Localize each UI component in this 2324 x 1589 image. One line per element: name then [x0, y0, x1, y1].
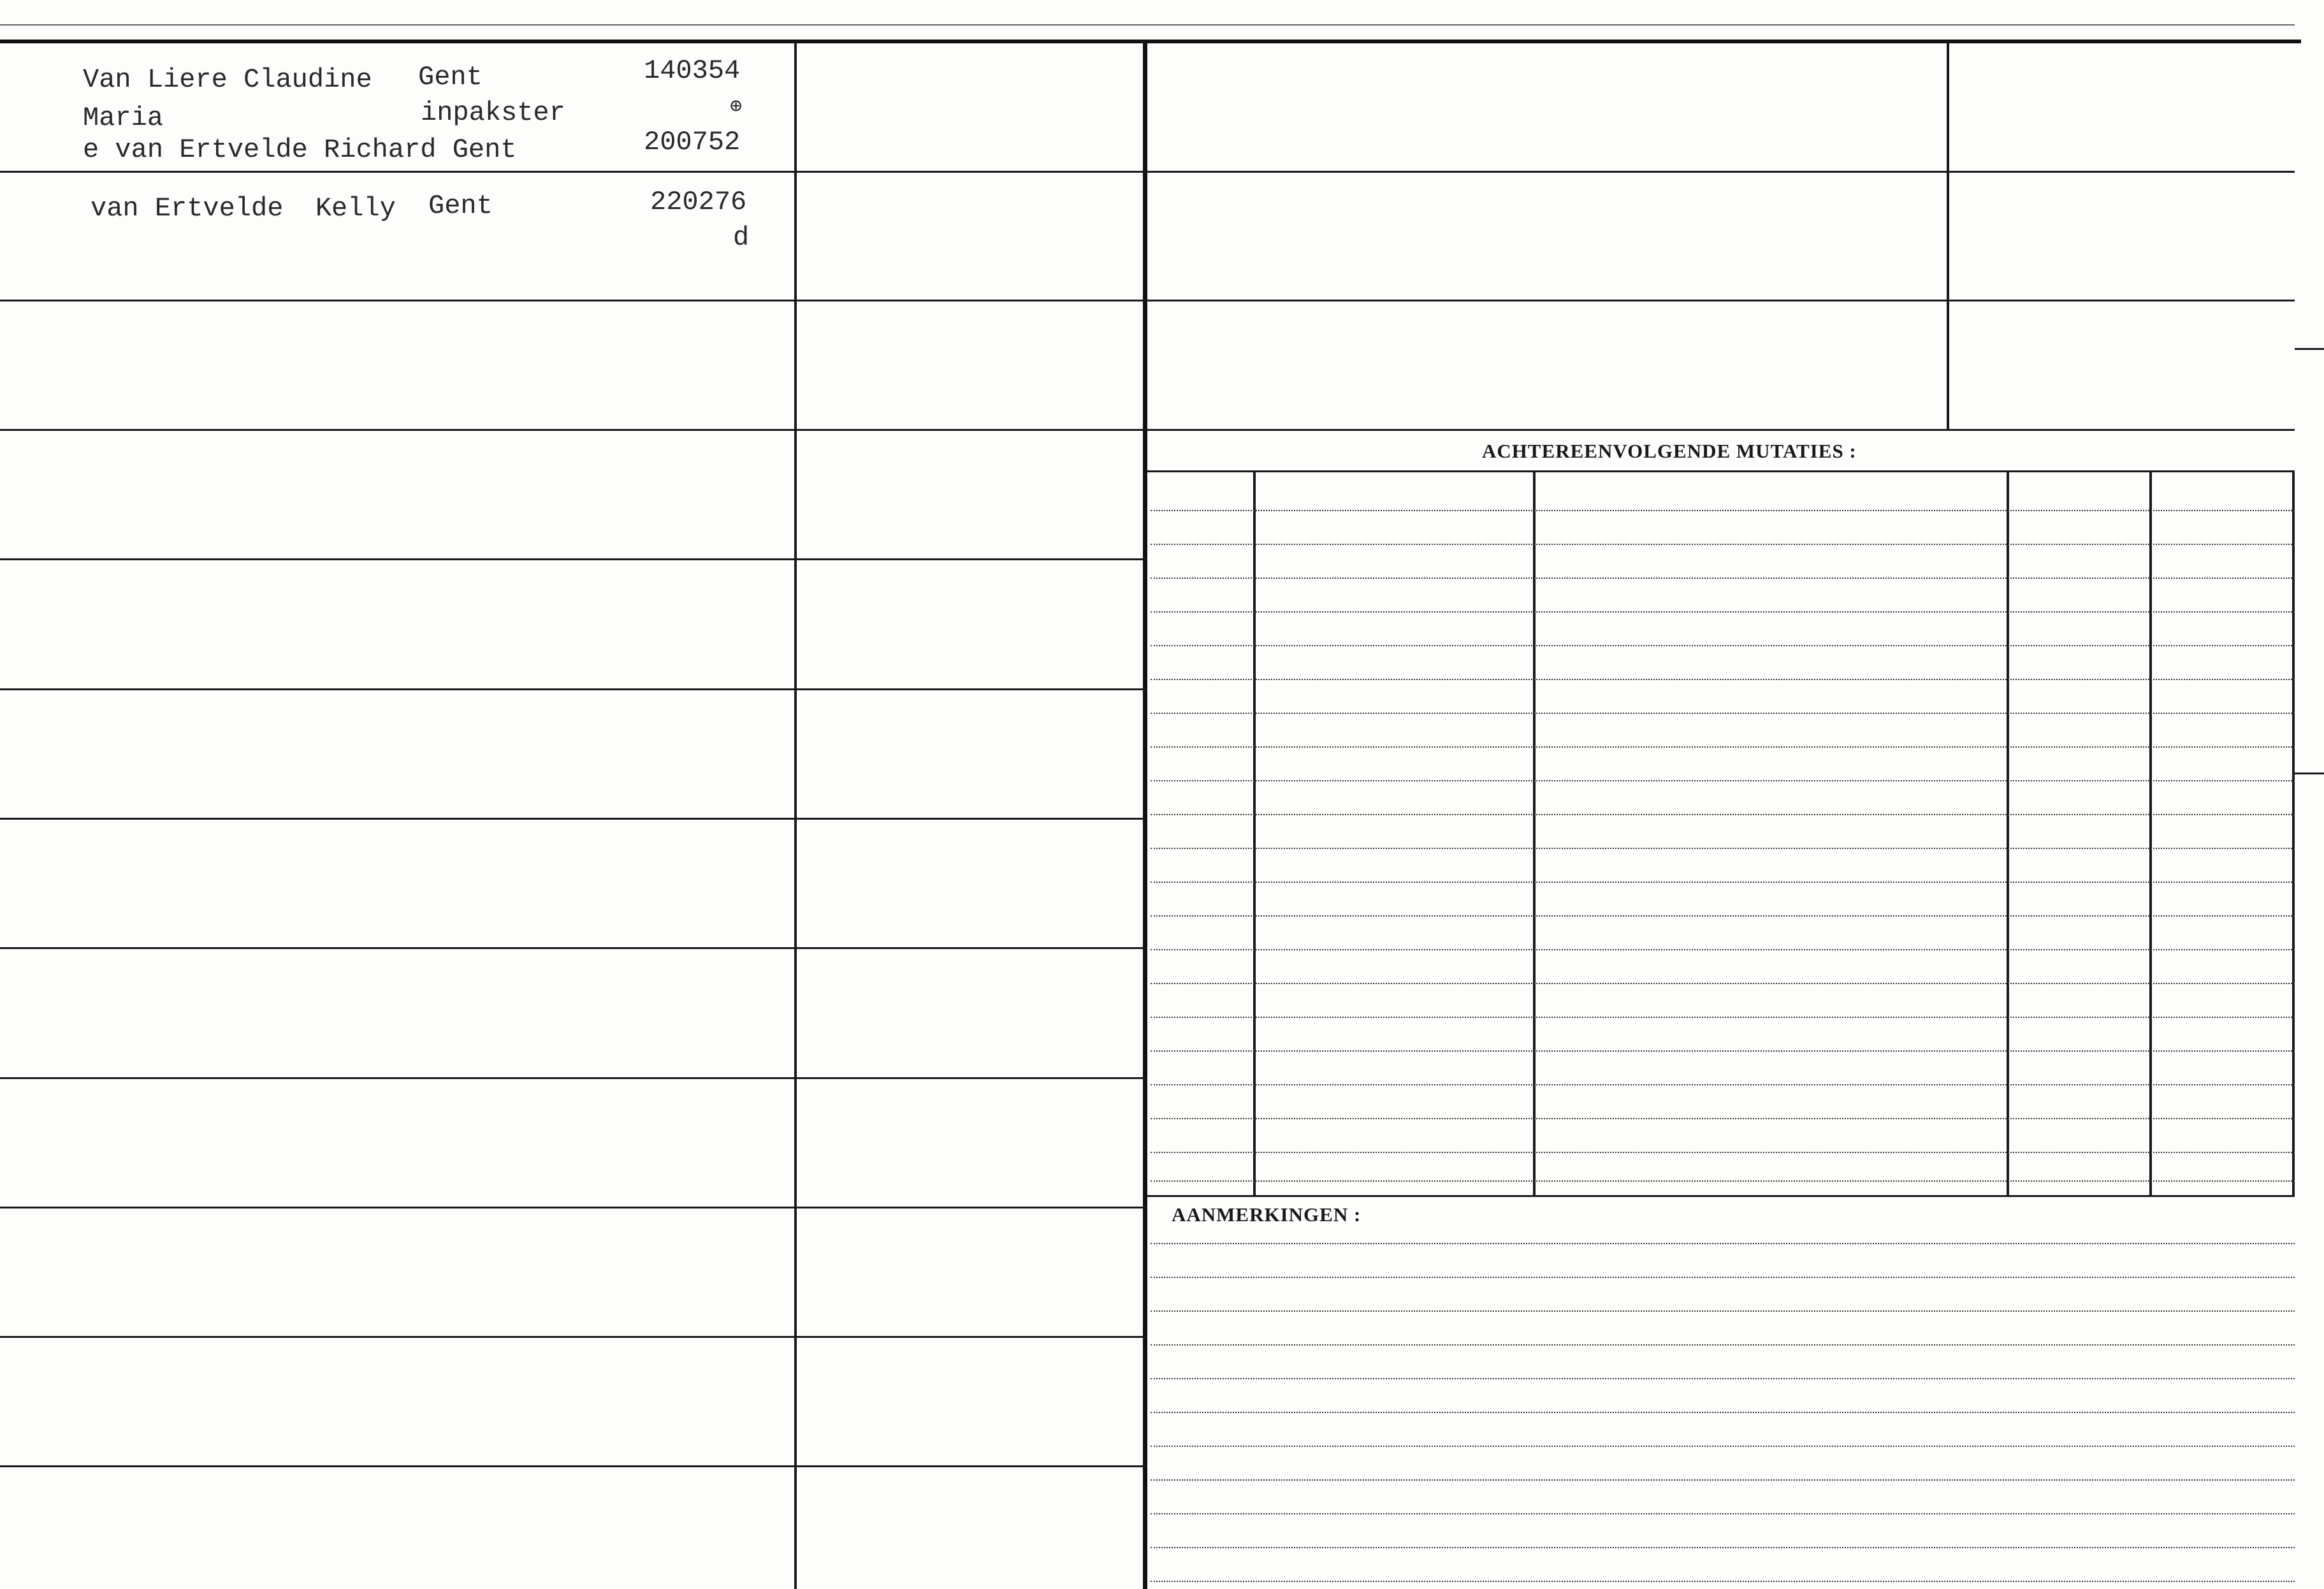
- mutation-column-line: [1533, 472, 1536, 1196]
- row-line: [0, 688, 1147, 690]
- mutation-column-line: [1253, 472, 1256, 1196]
- mutation-ruling: [1151, 645, 2295, 646]
- mutation-column-line: [2007, 472, 2009, 1196]
- mutation-ruling: [1151, 983, 2295, 984]
- remarks-ruling: [1151, 1412, 2295, 1413]
- mutation-ruling: [1151, 1050, 2295, 1052]
- entry2-place: Gent: [428, 191, 493, 221]
- mutation-ruling: [1151, 1180, 2295, 1182]
- margin-tick: [2295, 348, 2324, 350]
- top-edge-line: [0, 24, 2295, 25]
- mutation-ruling: [1151, 882, 2295, 883]
- remarks-ruling: [1151, 1479, 2295, 1481]
- mutation-ruling: [1151, 949, 2295, 950]
- entry1-name: Van Liere Claudine: [83, 64, 372, 95]
- remarks-ruling: [1151, 1581, 2295, 1582]
- mutations-bottom-line: [1147, 1195, 2295, 1197]
- mutation-ruling: [1151, 611, 2295, 613]
- entry2-mark: d: [733, 222, 750, 253]
- row-line: [0, 1336, 1147, 1338]
- entry1-spouse: e van Ertvelde Richard Gent: [83, 134, 517, 165]
- entry2-name: van Ertvelde Kelly: [91, 193, 396, 224]
- entry1-place: Gent: [418, 62, 483, 92]
- mutation-column-line: [2149, 472, 2152, 1196]
- mutation-ruling: [1151, 814, 2295, 815]
- entry2-birth-date: 220276: [650, 187, 747, 217]
- remarks-ruling: [1151, 1243, 2295, 1244]
- mutation-ruling: [1151, 577, 2295, 579]
- row-line: [0, 1207, 1147, 1208]
- remarks-ruling: [1151, 1547, 2295, 1548]
- right-row-line: [1147, 429, 2295, 431]
- mutations-header-line: [1147, 470, 2295, 472]
- remarks-ruling: [1151, 1277, 2295, 1278]
- mutation-ruling: [1151, 544, 2295, 545]
- margin-tick: [2295, 773, 2324, 774]
- mutation-ruling: [1151, 1084, 2295, 1085]
- entry1-second-name: Maria: [83, 103, 164, 133]
- entry1-birth-date: 140354: [644, 55, 741, 86]
- row-line: [0, 300, 1147, 301]
- entry1-occupation: inpakster: [421, 98, 565, 128]
- remarks-ruling: [1151, 1446, 2295, 1447]
- row-line: [0, 429, 1147, 431]
- row-line: [0, 558, 1147, 560]
- mutation-ruling: [1151, 780, 2295, 781]
- mutations-header: ACHTEREENVOLGENDE MUTATIES :: [1482, 440, 1857, 462]
- right-row-line: [1147, 171, 2295, 173]
- remarks-ruling: [1151, 1344, 2295, 1346]
- row-line: [0, 1465, 1147, 1467]
- mutation-ruling: [1151, 679, 2295, 680]
- column-divider-2: [1143, 43, 1147, 1589]
- mutation-ruling: [1151, 713, 2295, 714]
- mutation-ruling: [1151, 915, 2295, 917]
- row-line: [0, 1077, 1147, 1079]
- column-divider-1: [794, 43, 797, 1589]
- right-row-line: [1147, 300, 2295, 301]
- mutation-ruling: [1151, 510, 2295, 511]
- entry1-spouse-date: 200752: [644, 127, 741, 157]
- row-line: [0, 818, 1147, 820]
- entry1-mark: ⊕: [730, 95, 743, 119]
- mutation-ruling: [1151, 848, 2295, 849]
- mutation-ruling: [1151, 746, 2295, 748]
- column-divider-3: [1947, 43, 1949, 429]
- remarks-header: AANMERKINGEN :: [1172, 1203, 1362, 1226]
- top-border: [0, 40, 2301, 43]
- mutation-column-line: [2292, 472, 2295, 1196]
- row-line: [0, 947, 1147, 949]
- remarks-ruling: [1151, 1378, 2295, 1379]
- remarks-ruling: [1151, 1513, 2295, 1514]
- row-line: [0, 171, 1147, 173]
- mutation-ruling: [1151, 1017, 2295, 1018]
- remarks-ruling: [1151, 1310, 2295, 1312]
- mutation-ruling: [1151, 1118, 2295, 1119]
- mutation-ruling: [1151, 1152, 2295, 1153]
